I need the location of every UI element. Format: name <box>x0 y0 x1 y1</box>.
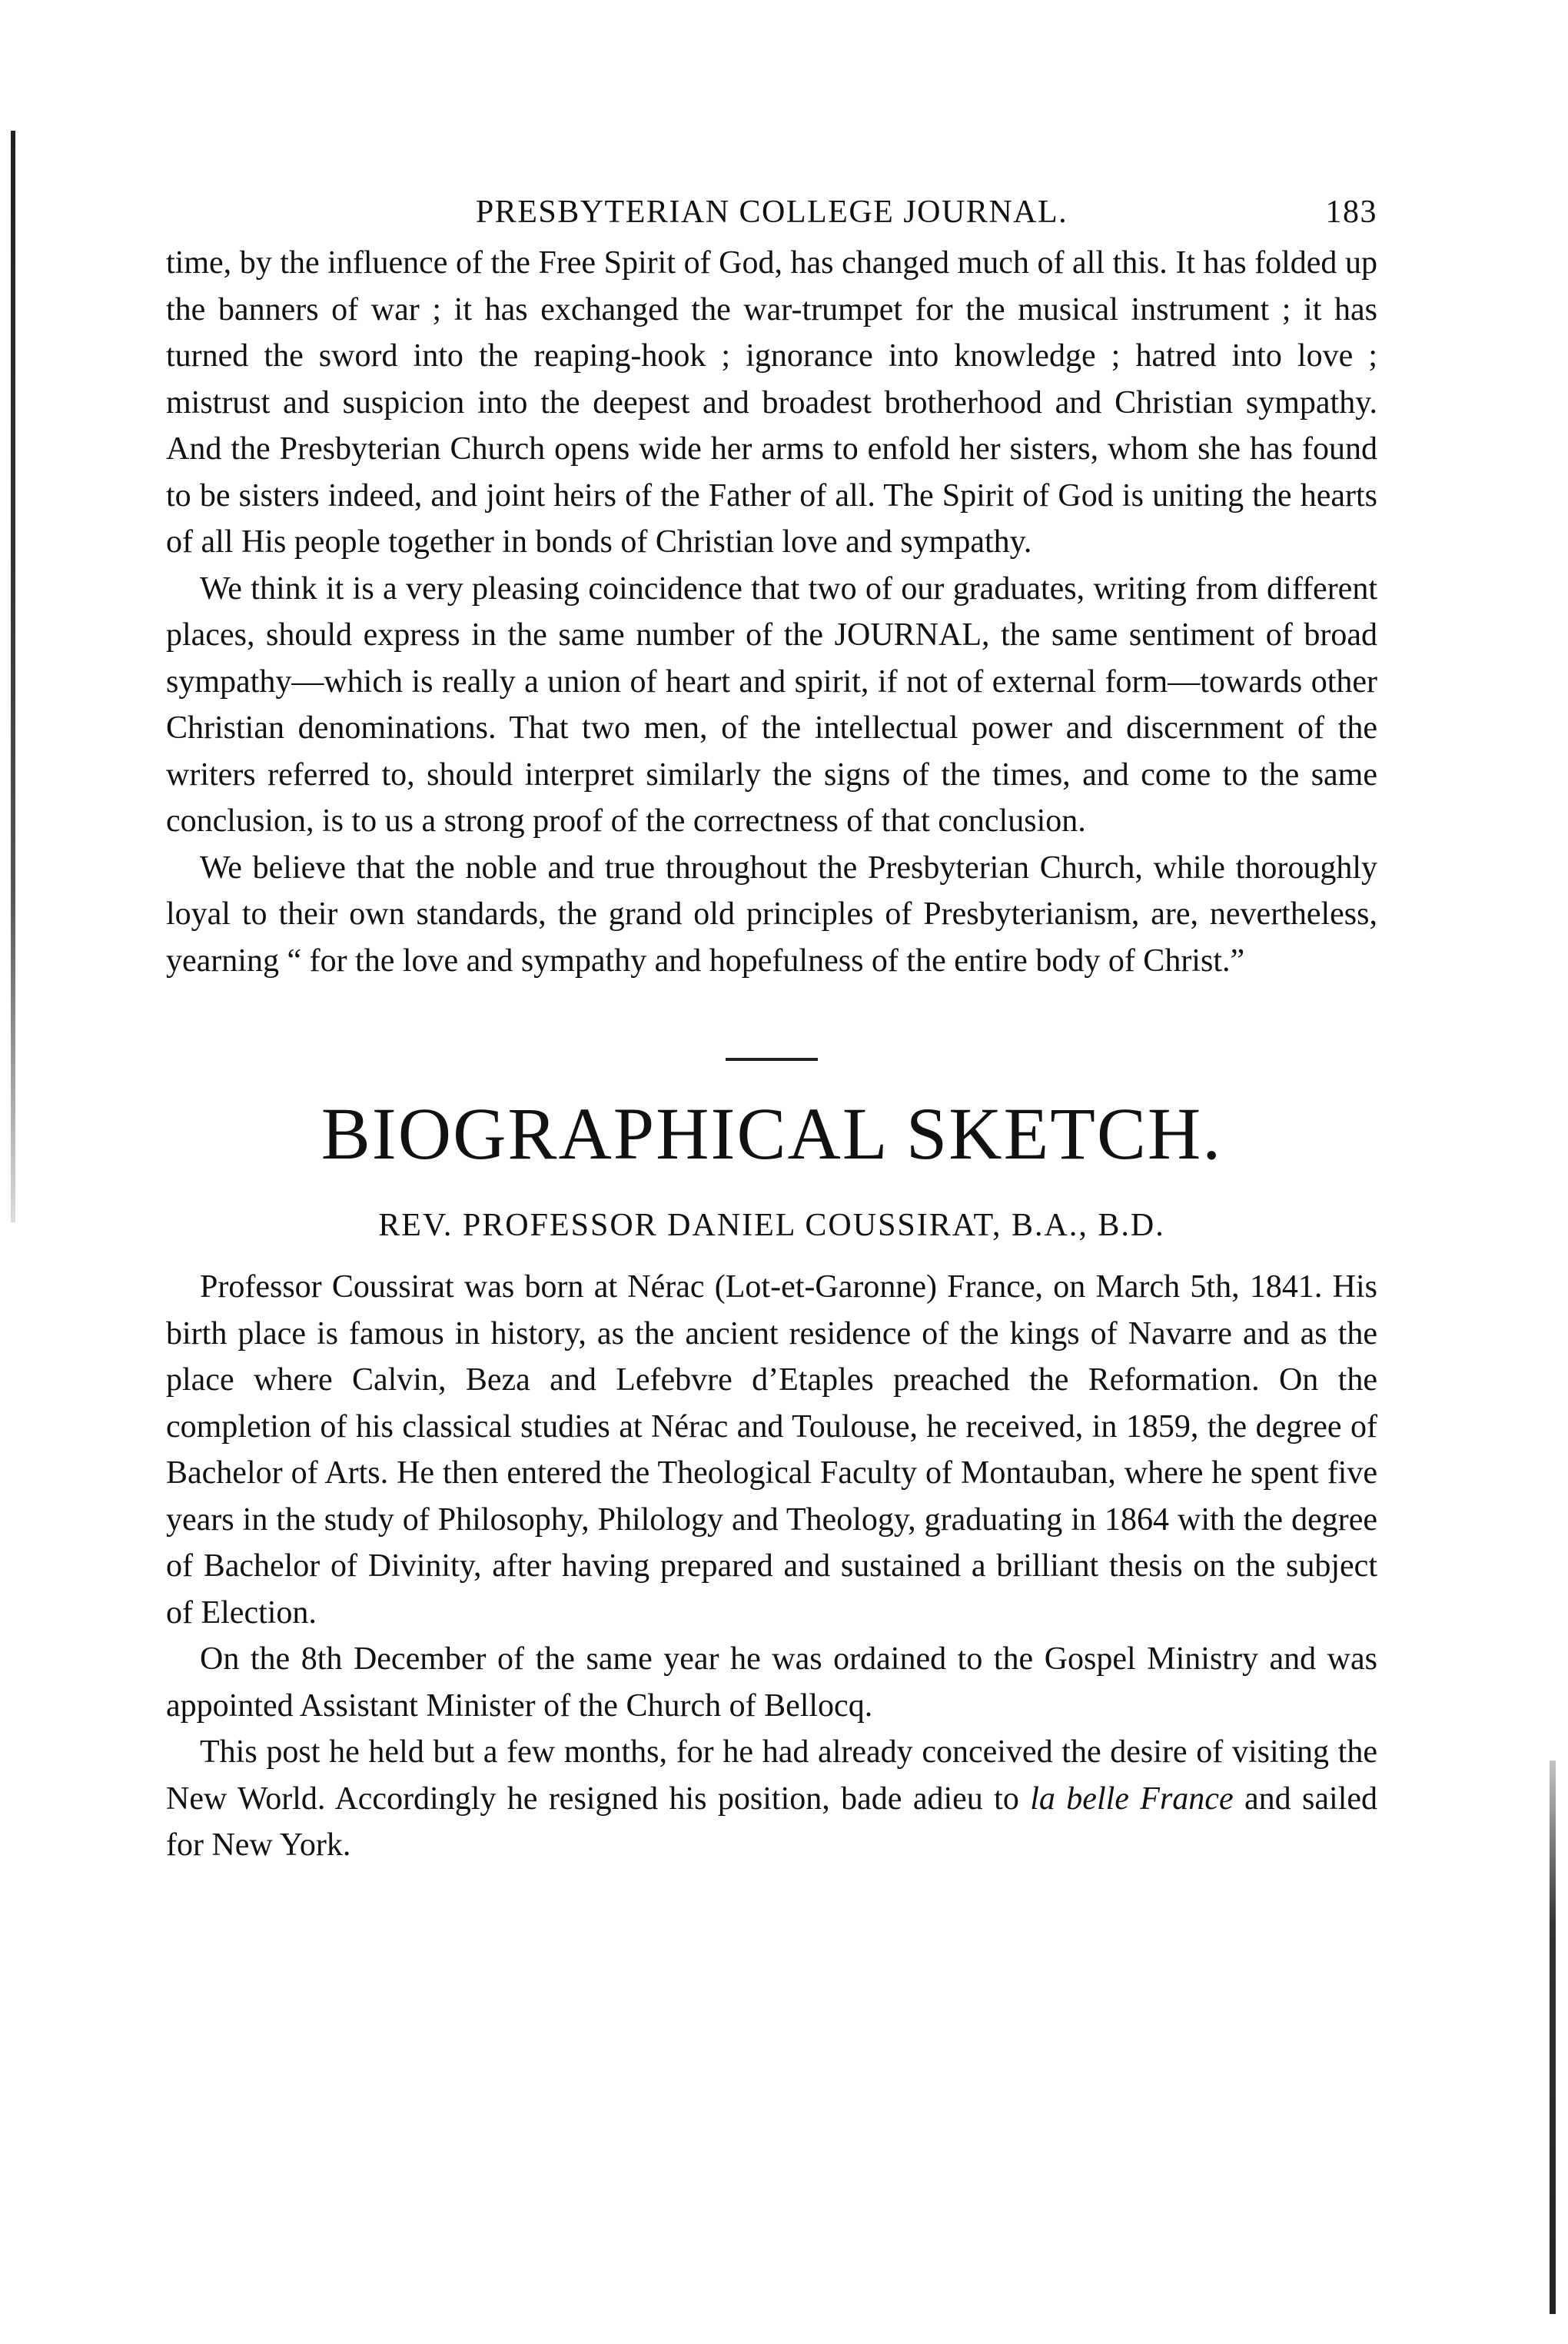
editorial-paragraph: time, by the influence of the Free Spirit of God, has changed much of all this. It has folded up the banners of war ; it has exchanged the war-trumpet for the musical instrument ; it has turned the sword into the reaping-hook ; ignorance into knowledge ; hatred into love ; mistrust and suspicion into the deepest and broadest brotherhood and Christian sympathy. And the Presbyterian Church opens wide her arms to enfold her sisters, whom she has found to be sisters indeed, and joint heirs of the Father of all. The Spirit of God is uniting the hearts of all His people together in bonds of Christian love and sympathy. <box>166 245 1377 560</box>
scan-edge-right <box>1550 1760 1556 2314</box>
section-divider <box>726 1058 818 1061</box>
scan-edge-left <box>11 131 15 1222</box>
sketch-paragraph: On the 8th December of the same year he was ordained to the Gospel Ministry and was appointed Assistant Minister of the Church of Bellocq. <box>166 1641 1377 1724</box>
running-head <box>166 194 1377 240</box>
editorial-text <box>166 240 1377 984</box>
sketch-paragraph: Professor Coussirat was born at Nérac (Lot-et-Garonne) France, on March 5th, 1841. His birth place is famous in history, as the ancient residence of the kings of Navarre and as the place where Calvin, Beza and Lefebvre d’Etaples preached the Reformation. On the completion of his classical studies at Nérac and Toulouse, he received, in 1859, the degree of Bachelor of Arts. He then entered the Theological Faculty of Montauban, where he spent five years in the study of Philosophy, Philology and Theology, graduating in 1864 with the degree of Bachelor of Divinity, after having prepared and sustained a brilliant thesis on the subject of Election. <box>166 1269 1377 1631</box>
sketch-text <box>166 1264 1377 1869</box>
editorial-paragraph: We believe that the noble and true throughout the Presbyterian Church, while thoroughly loyal to their own standards, the grand old principles of Presbyterianism, are, nevertheless, yearning “ for the love and sympathy and hopefulness of the entire body of Christ.” <box>166 849 1377 979</box>
italic-phrase: la belle France <box>1030 1780 1234 1817</box>
sketch-text-run: and sailed for New York. <box>166 1780 1378 1863</box>
sketch-paragraph-last <box>166 1729 1377 1869</box>
page-number: 183 <box>1325 195 1377 230</box>
running-head-title: PRESBYTERIAN COLLEGE JOURNAL. <box>475 195 1068 230</box>
page <box>166 194 1377 1869</box>
section-subheading: REV. PROFESSOR DANIEL COUSSIRAT, B.A., B.D. <box>378 1208 1165 1243</box>
sketch-text-run: This post he held but a few months, for he had already conceived the desire of visiting the New World. Accordingly he resigned his position, bade adieu to <box>166 1734 1377 1817</box>
section-heading: BIOGRAPHICAL SKETCH. <box>321 1092 1223 1175</box>
editorial-paragraph: We think it is a very pleasing coincidence that two of our graduates, writing from different places, should express in the same number of the JOURNAL, the same sentiment of broad sympathy—which is really a union of heart and spirit, if not of external form—towards other Christian denominations. That two men, of the intellectual power and discernment of the writers referred to, should interpret similarly the signs of the times, and come to the same conclusion, is to us a strong proof of the correctness of that conclusion. <box>166 570 1377 839</box>
